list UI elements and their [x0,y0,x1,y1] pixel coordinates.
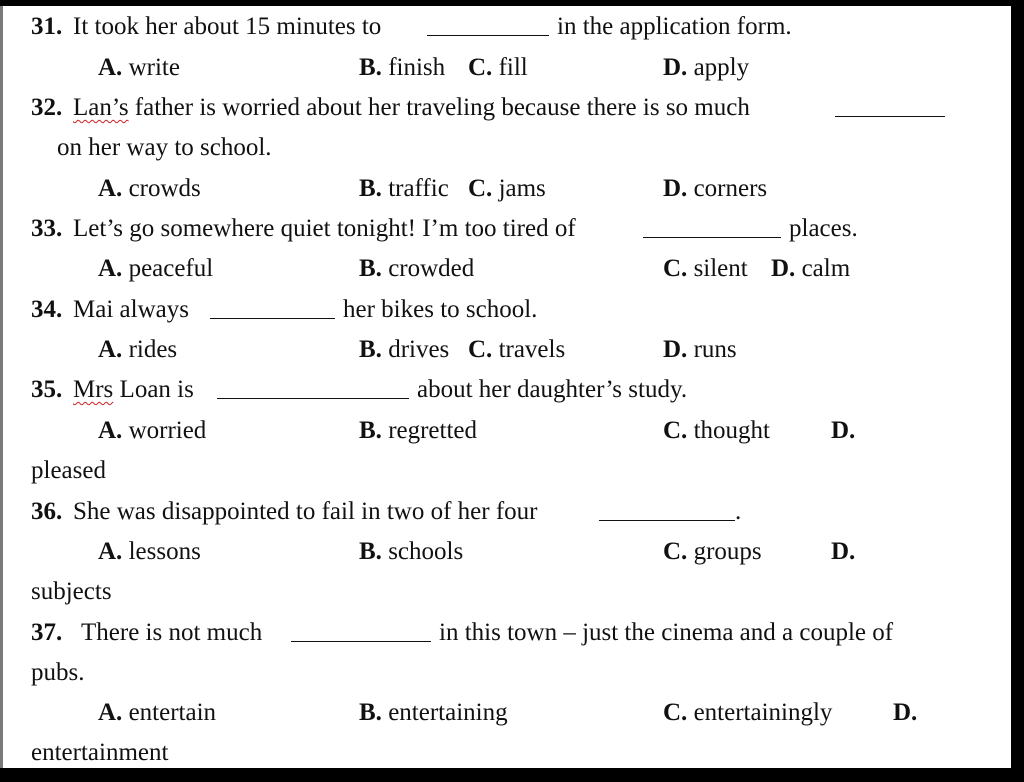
option-d-text: pleased [31,457,106,484]
question-text: It took her about 15 minutes to [73,13,382,40]
option-c: C. travels [468,336,566,363]
option-a: A. peaceful [98,255,214,282]
question-text: in the application form. [557,13,792,40]
question-number: 34. [31,296,63,323]
question-number: 32. [31,94,63,121]
answer-blank [835,116,945,117]
question-number: 33. [31,215,63,242]
option-c: C. fill [468,54,528,81]
option-c: C. jams [468,175,546,202]
question-text: her bikes to school. [343,296,538,323]
question-text: Mrs Loan is [73,376,194,403]
question-number: 37. [31,619,63,646]
option-b: B. regretted [359,417,478,444]
option-d: D. runs [663,336,737,363]
option-d-text: entertainment [31,739,169,766]
question-number: 35. [31,376,63,403]
question-number: 36. [31,498,63,525]
option-b: B. finish [359,54,446,81]
option-c: C. groups [663,538,762,565]
question-text: . [735,498,742,525]
question-text: about her daughter’s study. [417,376,688,403]
option-a: A. write [98,54,180,81]
option-d-letter: D. [893,699,918,726]
option-a: A. entertain [98,699,217,726]
option-d: D. apply [663,54,750,81]
option-b: B. traffic [359,175,449,202]
answer-blank [217,398,409,399]
option-a: A. crowds [98,175,201,202]
option-c: C. silent [663,255,748,282]
option-d-letter: D. [831,538,856,565]
question-text: Mai always [73,296,189,323]
option-d-text: subjects [31,578,112,605]
question-text: pubs. [31,659,85,686]
question-text: places. [789,215,858,242]
question-number: 31. [31,13,63,40]
question-text: Lan’s father is worried about her traveling because there is so much [73,94,750,121]
answer-blank [427,35,549,36]
option-a: A. worried [98,417,207,444]
option-b: B. drives [359,336,450,363]
option-c: C. thought [663,417,770,444]
option-b: B. schools [359,538,464,565]
worksheet-page [0,6,1011,768]
answer-blank [210,318,335,319]
option-c: C. entertainingly [663,699,833,726]
question-text: She was disappointed to fail in two of her four [73,498,538,525]
option-a: A. lessons [98,538,201,565]
question-text: in this town – just the cinema and a couple of [439,619,894,646]
option-b: B. crowded [359,255,475,282]
question-text: Let’s go somewhere quiet tonight! I’m too tired of [73,215,576,242]
answer-blank [291,641,431,642]
answer-blank [643,237,781,238]
option-d: D. calm [771,255,851,282]
option-b: B. entertaining [359,699,508,726]
answer-blank [599,520,735,521]
option-d-letter: D. [831,417,856,444]
question-text: on her way to school. [57,134,272,161]
question-text: There is not much [81,619,263,646]
option-a: A. rides [98,336,178,363]
option-d: D. corners [663,175,768,202]
